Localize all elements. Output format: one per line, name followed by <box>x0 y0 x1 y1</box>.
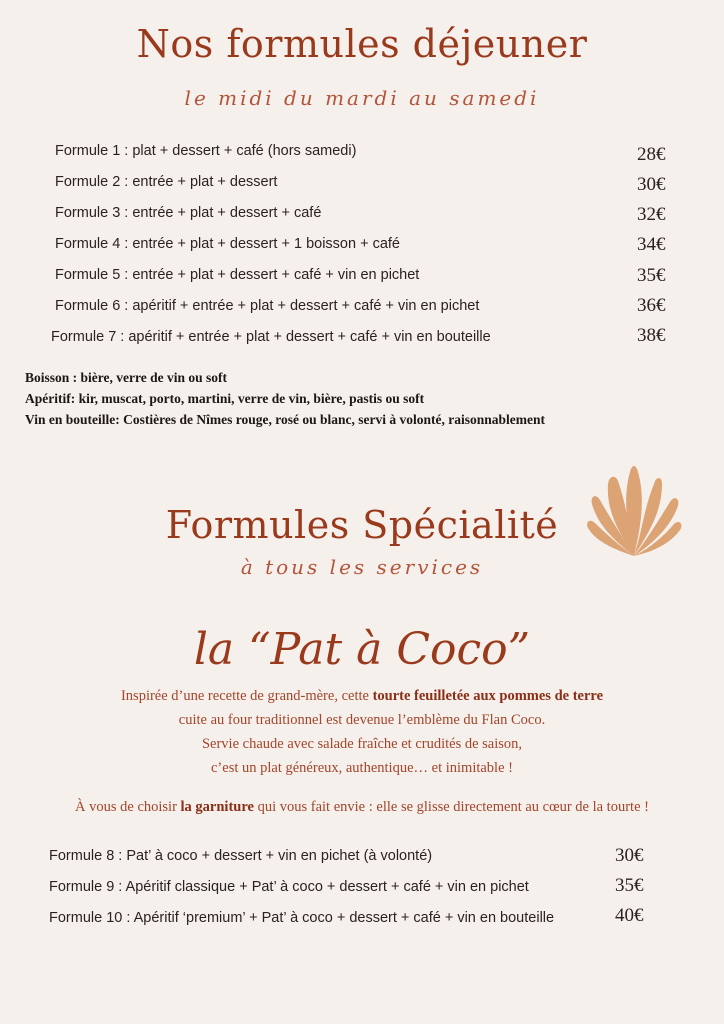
lunch-item-price: 32€ <box>637 204 666 225</box>
note-text: kir, muscat, porto, martini, verre de vin, bière, pastis ou soft <box>75 391 425 406</box>
note-key: Apéritif: <box>25 391 76 406</box>
lunch-item-label: Formule 1 : plat + dessert + café (hors samedi) <box>55 143 357 159</box>
lunch-item-label: Formule 2 : entrée + plat + dessert <box>55 174 278 190</box>
lunch-title: Nos formules déjeuner <box>136 22 588 66</box>
specialty-item-label: Formule 9 : Apéritif classique + Pat’ à coco + dessert + café + vin en pichet <box>49 879 529 895</box>
specialty-item-price: 30€ <box>615 845 644 866</box>
description-line <box>0 684 724 708</box>
dish-title: la “Pat à Coco” <box>193 624 531 675</box>
lunch-item-price: 34€ <box>637 234 666 255</box>
note-text: bière, verre de vin ou soft <box>77 370 228 385</box>
lunch-item-price: 30€ <box>637 174 666 195</box>
note-text: Costières de Nîmes rouge, rosé ou blanc, servi à volonté, raisonnablement <box>119 412 545 427</box>
garniture-note <box>0 795 724 819</box>
description-text: À vous de choisir <box>75 799 181 815</box>
lunch-item-label: Formule 7 : apéritif + entrée + plat + dessert + café + vin en bouteille <box>51 329 491 345</box>
description-text: qui vous fait envie : elle se glisse directement au cœur de la tourte ! <box>253 799 649 815</box>
specialty-subtitle: à tous les services <box>240 555 484 579</box>
lunch-item-price: 28€ <box>637 144 666 165</box>
lunch-item-label: Formule 3 : entrée + plat + dessert + café <box>55 205 322 221</box>
note-key: Vin en bouteille: <box>25 412 120 427</box>
lunch-item-price: 36€ <box>637 295 666 316</box>
description-line: c’est un plat généreux, authentique… et inimitable ! <box>211 760 513 776</box>
description-line: Servie chaude avec salade fraîche et crudités de saison, <box>201 736 523 752</box>
description-highlight: tourte feuilletée aux pommes de terre <box>372 688 604 704</box>
lunch-item-price: 38€ <box>637 325 666 346</box>
specialty-title: Formules Spécialité <box>165 503 559 547</box>
lunch-item-label: Formule 4 : entrée + plat + dessert + 1 boisson + café <box>55 236 400 252</box>
specialty-item-price: 35€ <box>615 875 644 896</box>
lunch-item-label: Formule 6 : apéritif + entrée + plat + dessert + café + vin en pichet <box>55 298 480 314</box>
lunch-item-price: 35€ <box>637 265 666 286</box>
note-vin <box>25 412 545 428</box>
note-aperitif <box>25 391 424 407</box>
lunch-item-label: Formule 5 : entrée + plat + dessert + café + vin en pichet <box>55 267 420 283</box>
description-highlight: la garniture <box>180 799 254 815</box>
specialty-item-label: Formule 8 : Pat’ à coco + dessert + vin en pichet (à volonté) <box>49 848 433 864</box>
description-line: cuite au four traditionnel est devenue l’emblème du Flan Coco. <box>178 712 546 728</box>
lunch-subtitle: le midi du mardi au samedi <box>184 86 540 110</box>
specialty-item-price: 40€ <box>615 905 644 926</box>
description-text: Inspirée d’une recette de grand-mère, cette <box>120 688 373 704</box>
note-boisson <box>25 370 227 386</box>
note-key: Boisson : <box>25 370 78 385</box>
dish-description <box>0 684 724 780</box>
specialty-item-label: Formule 10 : Apéritif ‘premium’ + Pat’ à coco + dessert + café + vin en bouteille <box>49 910 555 926</box>
